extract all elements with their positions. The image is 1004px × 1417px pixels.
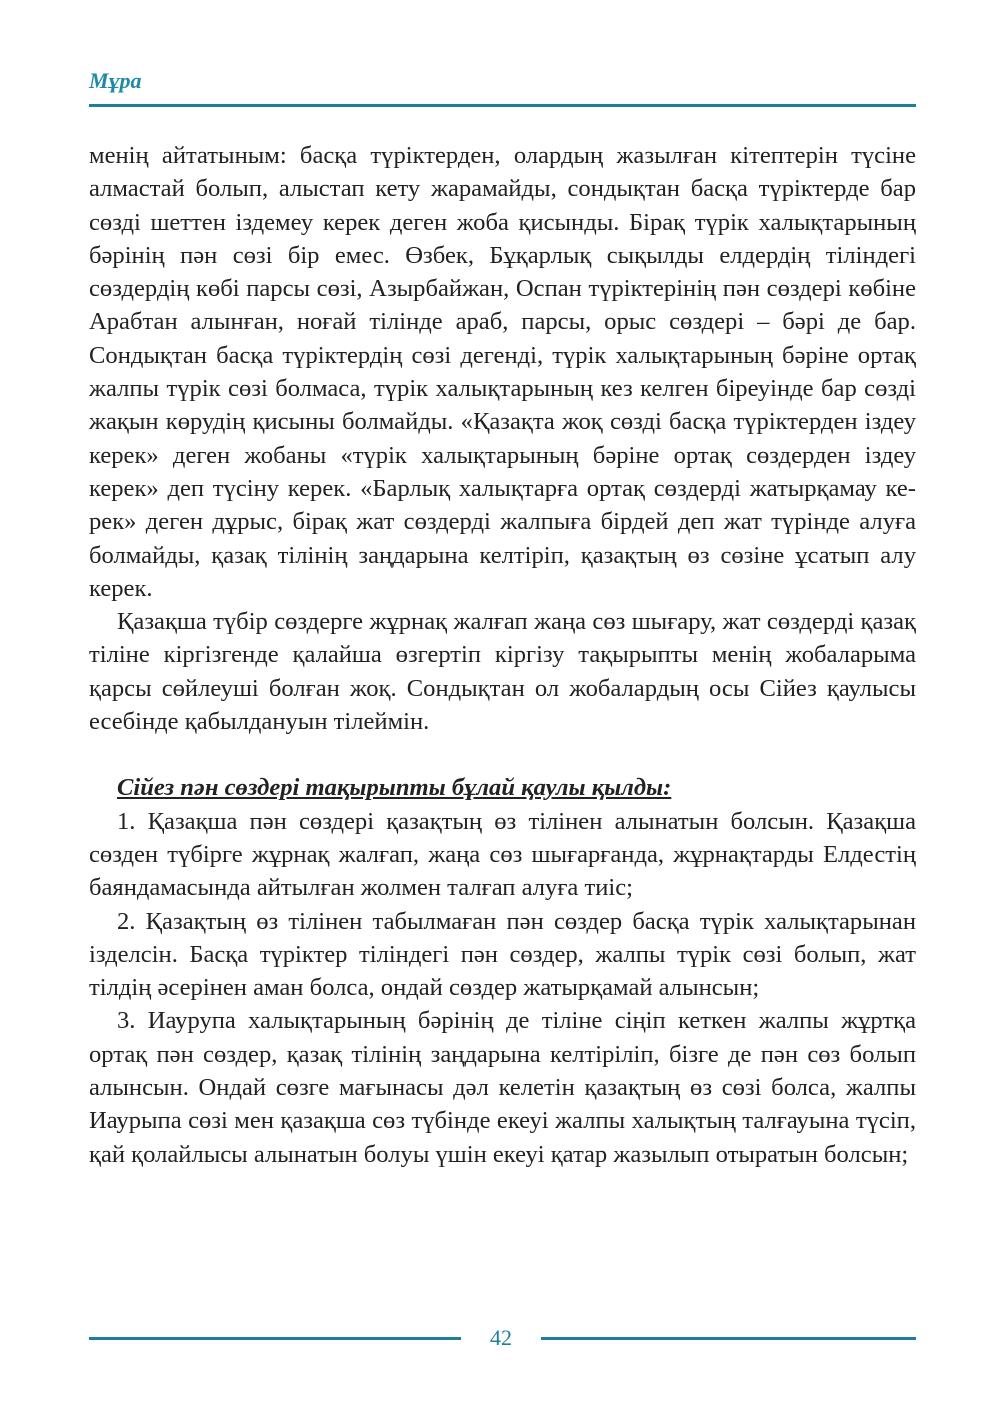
page-number: 42 xyxy=(490,1325,512,1350)
resolution-item-3: 3. Иаурупа халықтарының бәрінің де тіліне сіңіп кеткен жалпы жұртқа ортақ пән сөздер, қазақ тілінің заңдарына келтіріліп, бізге де пән сөз болып алынсын. Ондай сөзге мағынасы дәл келетін қазақтың өз сөзі болса, жалпы Иаурыпа сөзі мен қазақша сөз түбінде екеуі жалпы халықтың талғауына түсіп, қай қолайлысы алынатын болуы үшін екеуі қатар жазылып отыратын болсын; xyxy=(89,1007,916,1168)
body-paragraph-1: менің айтатыным: басқа түріктерден, олардың жазылған кітептерін түсіне алмастай болып, алыстап кету жарамайды, сондықтан басқа түріктерде бар сөзді шеттен іздемеу керек деген жоба қисынды. Бірақ түрік халықтарының бәрінің пән сөзі бір емес. Өзбек, Бұқарлық сықылды елдердің тіліндегі сөздердің көбі парсы сөзі, Азырбайжан, Оспан түріктерінің пән сөздері көбіне Арабтан алынған, ноғай тілінде араб, парсы, орыс сөздері – бәрі де бар. Сондықтан басқа түріктердің сөзі дегенді, түрік халықтарының бәріне ортақ жалпы түрік сөзі болмаса, түрік халықтарының кез келген біреуінде бар сөзді жақын көрудің қисыны болмайды. «Қазақта жоқ сөзді басқа түріктерден іздеу керек» деген жобаны «түрік халықтарының бәріне ортақ сөздерден іздеу керек» деп түсіну керек. «Барлық халықтарға ортақ сөздерді жатырқамау керек» деген дұрыс, бірақ жат сөздерді жалпыға бірдей деп жат түрінде алуға болмайды, қазақ тілінің заңдарына келтіріп, қазақтың өз сөзіне ұсатып алу керек. xyxy=(89,142,916,602)
resolution-item-2: 2. Қазақтың өз тілінен табылмаған пән сөздер басқа түрік халықтарынан ізделсін. Басқа түріктер тіліндегі пән сөздер, жалпы түрік сөзі болып, жат тілдің әсерінен аман болса, ондай сөздер жатырқамай алынсын; xyxy=(89,907,916,1002)
page-body xyxy=(89,139,916,1171)
resolution-heading: Сійез пән сөздері тақырыпты бұлай қаулы қылды: xyxy=(117,774,672,802)
header-divider xyxy=(89,104,916,107)
footer-divider-left xyxy=(89,1337,461,1340)
footer-divider-right xyxy=(541,1337,916,1340)
resolution-item-1: 1. Қазақша пән сөздері қазақтың өз тілінен алынатын болсын. Қазақша сөзден түбірге жұрнақ жалғап, жаңа сөз шығарғанда, жұрнақтарды Елдестің баяндамасында айтылған жолмен талғап алуға тиіс; xyxy=(89,807,916,902)
body-paragraph-2: Қазақша түбір сөздерге жұрнақ жалғап жаңа сөз шығару, жат сөздерді қазақ тіліне кіргізгенде қалайша өзгертіп кіргізу тақырыпты менің жобаларыма қарсы сөйлеуші болған жоқ. Сондықтан ол жобалардың осы Сійез қаулысы есебінде қабылдануын тілеймін. xyxy=(89,608,916,736)
running-header: Мұра xyxy=(89,68,142,93)
